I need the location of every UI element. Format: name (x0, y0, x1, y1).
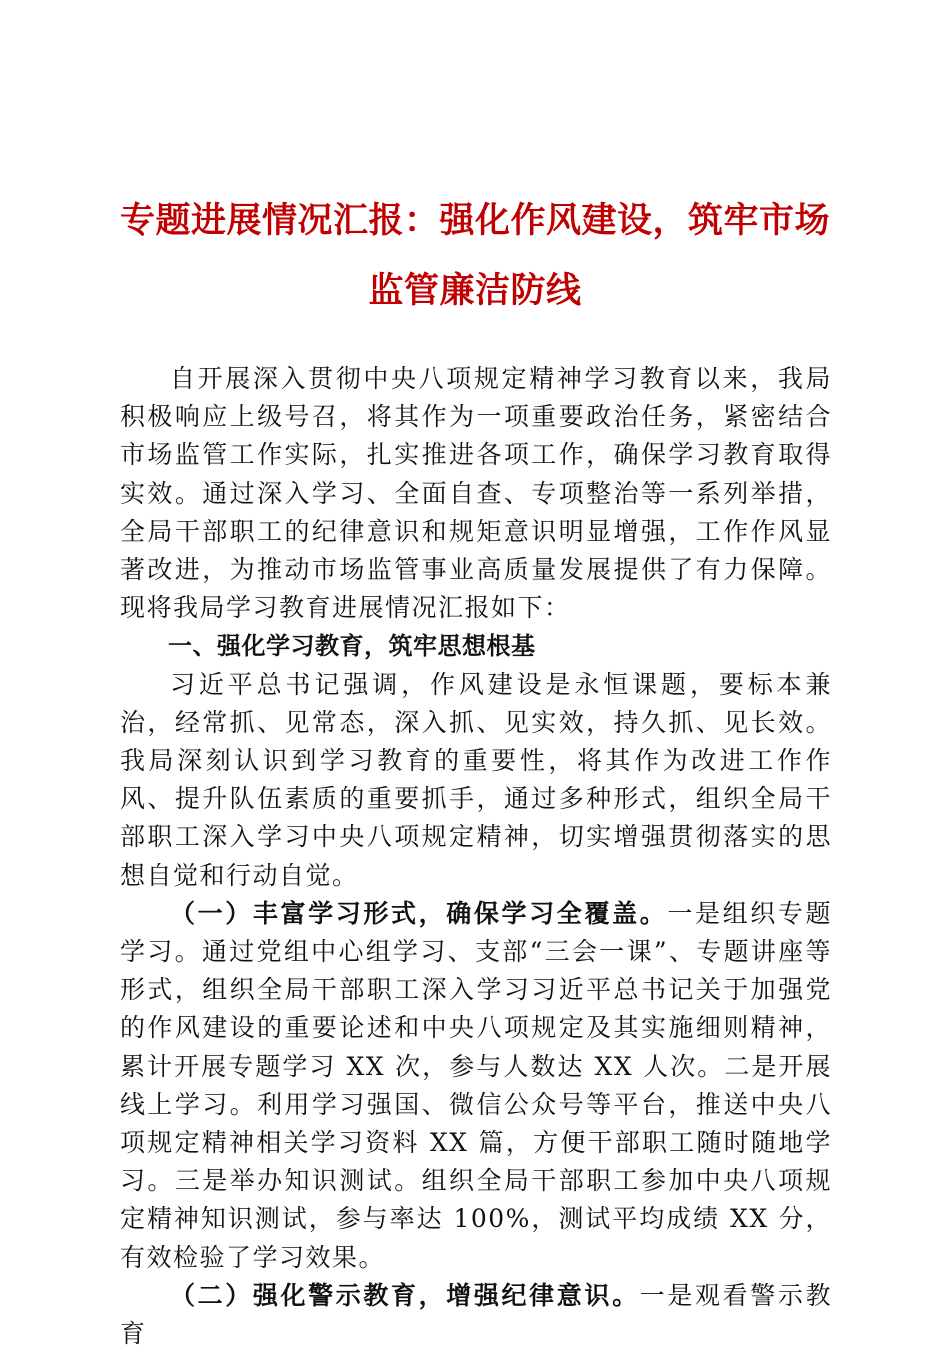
document-title (110, 186, 840, 326)
section-1-heading: 一、强化学习教育，筑牢思想根基 (168, 632, 536, 661)
title-line-1: 专题进展情况汇报：强化作风建设，筑牢市场 (119, 201, 830, 241)
subsection-1-text: 一是组织专题学习。通过党组中心组学习、支部“三会一课”、专题讲座等形式，组织全局干部职工深入学习习近平总书记关于加强党的作风建设的重要论述和中央八项规定及其实施细则精神，累计开展专题学习 XX 次，参与人数达 XX 人次。二是开展线上学习。利用学习强国、微信公众号等平台，推送中央八项规定精神相关学习资料 XX 篇，方便干部职工随时随地学习。三是举办知识测试。组织全局干部职工参加中央八项规定精神知识测试，参与率达 100%，测试平均成绩 XX 分，有效检验了学习效果。 (120, 898, 832, 1272)
subsection-2-heading: （二）强化警示教育，增强纪律意识。 (170, 1280, 640, 1310)
subsection-2-text: 一是观看警示教育 (120, 1280, 832, 1349)
subsection-1-paragraph (120, 895, 832, 1277)
subsection-2-paragraph (120, 1277, 832, 1353)
intro-paragraph: 自开展深入贯彻中央八项规定精神学习教育以来，我局积极响应上级号召，将其作为一项重要政治任务，紧密结合市场监管工作实际，扎实推进各项工作，确保学习教育取得实效。通过深入学习、全面自查、专项整治等一系列举措，全局干部职工的纪律意识和规矩意识明显增强，工作作风显著改进，为推动市场监管事业高质量发展提供了有力保障。现将我局学习教育进展情况汇报如下： (120, 364, 832, 623)
document-body (120, 360, 832, 1353)
title-line-2: 监管廉洁防线 (368, 271, 582, 311)
subsection-1-heading: （一）丰富学习形式，确保学习全覆盖。 (170, 898, 668, 928)
section-1-paragraph: 习近平总书记强调，作风建设是永恒课题，要标本兼治，经常抓、见常态，深入抓、见实效，持久抓、见长效。我局深刻认识到学习教育的重要性，将其作为改进工作作风、提升队伍素质的重要抓手，通过多种形式，组织全局干部职工深入学习中央八项规定精神，切实增强贯彻落实的思想自觉和行动自觉。 (120, 669, 832, 890)
